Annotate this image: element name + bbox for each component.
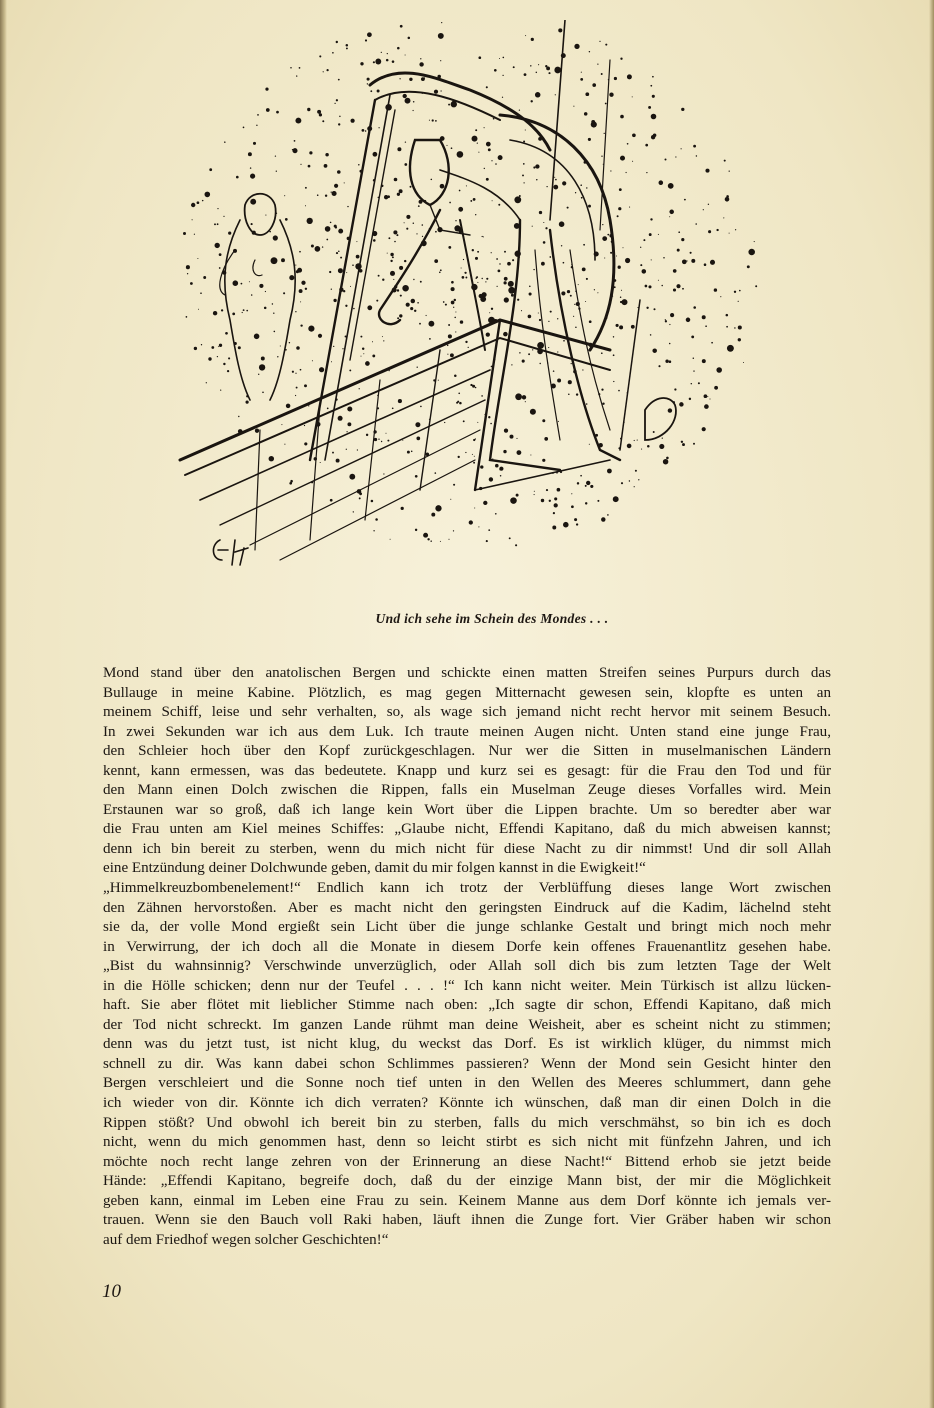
text-line: Erstaunen war so groß, daß ich lange kein Wort über die Lippen brachte. Um so beredter aber war xyxy=(103,801,831,818)
text-line: Rippen stößt? Und obwohl ich bereit bin zu sterben, falls du mich verschmähst, so bin ich es doch xyxy=(103,1114,831,1131)
text-line: die Frau unten am Kiel meines Schiffes: „Glaube nicht, Effendi Kapitano, daß du mich abweisen kannst; xyxy=(103,821,831,838)
text-line: meinem Schiff, leise und sehr verhalten, so, als wage sich jemand nicht recht hervor mit seinem Besuch. xyxy=(103,704,831,721)
text-line: denn was du jetzt tust, ist nicht klug, du weckst das Dorf. Es ist wirklich klüger, du nimmst mich xyxy=(103,1036,831,1053)
text-line: in Verwirrung, der ich doch all die Monate in diesem Dorfe kein offenes Frauenantlitz gesehen habe. xyxy=(103,938,831,955)
text-line: ich wieder von dir. Könnte ich dich verraten? Könnte ich wünschen, daß man dir einen Dolch in die xyxy=(103,1095,831,1112)
page-outer-edge xyxy=(929,0,934,1408)
illustration-caption: Und ich sehe im Schein des Mondes . . . xyxy=(375,611,609,626)
text-line: den Schleier hoch über den Kopf zurückgeschlagen. Nur wer die Sitten in muselmanischen Ländern xyxy=(103,743,831,760)
text-line: sie da, der volle Mond ergießt sein Licht über die junge schlanke Gestalt und bringt mich noch mehr xyxy=(103,919,831,936)
text-line: Bergen verschleiert und die Sonne noch tief unten in den Wellen des Meeres schlummert, dann gehe xyxy=(103,1075,831,1092)
text-line: kennt, kann ermessen, was das bedeutete. Knapp und kurz sei es gesagt: für die Frau den Tod und für xyxy=(103,762,831,779)
text-line: In zwei Sekunden war ich aus dem Luk. Ich traute meinen Augen nicht. Unten stand eine junge Frau, xyxy=(103,723,831,740)
body-paragraph xyxy=(103,664,831,1250)
ink-illustration xyxy=(140,20,760,595)
text-line: geben kann, einmal im Leben eine Frau zu sein. Keinem Manne aus dem Dorf könnte ich jemals ver- xyxy=(103,1192,831,1209)
page-number: 10 xyxy=(102,1281,121,1302)
text-line: nicht, wenn du mich genommen hast, denn so leicht stirbt es sich nicht mit fünfzehn Jahren, und ich xyxy=(103,1134,831,1151)
page-binding-edge xyxy=(0,0,7,1408)
text-line: Mond stand über den anatolischen Bergen und schickte einen matten Streifen seines Purpurs durch das xyxy=(103,665,831,681)
text-line: auf dem Friedhof wegen solcher Geschichten!“ xyxy=(103,1231,389,1248)
text-line: Bullauge in meine Kabine. Plötzlich, es mag gegen Mitternacht gewesen sein, klopfte es unten an xyxy=(103,684,831,701)
ink-sketch-icon xyxy=(140,20,760,595)
text-line: den Mann einen Dolch zwischen die Rippen, falls ein Muselman Zeuge dieses Vorfalles wird. Mein xyxy=(103,782,831,799)
text-line: der Tod nicht schreckt. Im ganzen Lande rühmt man deine Weisheit, aber es scheint nicht zu stimmen; xyxy=(103,1016,831,1033)
text-line: haft. Sie aber flötet mit lieblicher Stimme nach oben: „Ich sagte dir schon, Effendi Kapitano, daß mich xyxy=(103,997,831,1014)
text-line: schnell zu dir. Was kann dabei schon Schlimmes passieren? Wenn der Mond sein Gesicht hinter den xyxy=(103,1055,831,1072)
text-line: eine Entzündung deiner Dolchwunde geben, damit du mir folgen kannst in die Ewigkeit!“ xyxy=(103,860,646,877)
text-line: in die Hölle schicken; denn nur der Teufel . . . !“ Ich kann nicht weiter. Mein Türkisch ist allzu lücken- xyxy=(103,977,831,994)
text-line: „Himmelkreuzbombenelement!“ Endlich kann ich trotz der Verblüffung dieses lange Wort zwischen xyxy=(103,880,831,897)
text-line: denn ich bin bereit zu sterben, wenn du mich nicht für diese Nacht zu dir nimmst! Und dir soll Allah xyxy=(103,840,831,857)
text-line: möchte noch recht lange zehren von der Erinnerung an diese Nacht!“ Bittend erhob sie jetzt beide xyxy=(103,1153,831,1170)
text-line: Hände: „Effendi Kapitano, begreife doch, daß du der einzige Mann bist, der mir die Möglichkeit xyxy=(103,1173,831,1190)
text-line: trauen. Wenn sie den Bauch voll Raki haben, läuft ihnen die Zunge fort. Vier Gräber haben wir schon xyxy=(103,1212,831,1229)
text-line: „Bist du wahnsinnig? Verschwinde unverzüglich, oder Allah soll dich bis zum letzten Tage der Welt xyxy=(103,958,831,975)
text-line: den Zähnen hervorstoßen. Aber es macht nicht den geringsten Eindruck auf die Kadim, lächelnd steht xyxy=(103,899,831,916)
